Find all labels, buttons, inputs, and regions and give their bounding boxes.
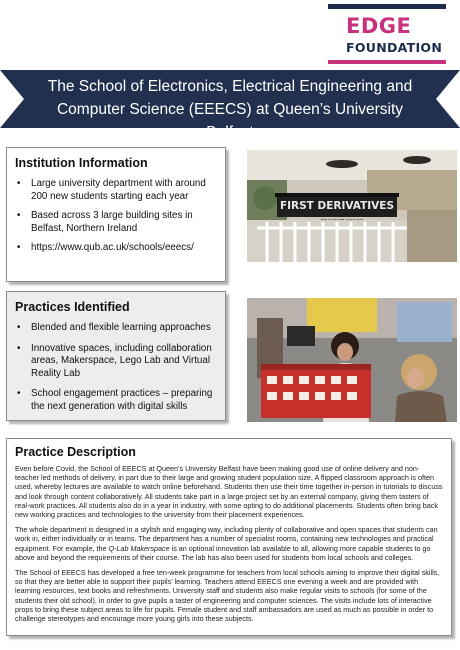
practice-description-box bbox=[6, 438, 452, 636]
list-item: • Innovative spaces, including collaboration areas, Makerspace, Lego Lab and Virtual Reality Lab bbox=[15, 343, 217, 381]
list-item: • School engagement practices – preparing the next generation with digital skills bbox=[15, 388, 217, 413]
sign-text-line1: FIRST DERIVATIVES bbox=[279, 200, 395, 212]
institution-info-box bbox=[6, 147, 226, 282]
list-item: • Blended and flexible learning approaches bbox=[15, 322, 217, 335]
practices-identified-box bbox=[6, 291, 226, 421]
practices-heading: Practices Identified bbox=[15, 300, 130, 314]
list-item: • Large university department with around 200 new students starting each year bbox=[15, 178, 217, 203]
page-title: The School of Electronics, Electrical Engineering and Computer Science (EEECS) at Queen’s University Belfast bbox=[47, 78, 413, 141]
list-item: • Based across 3 large building sites in Belfast, Northern Ireland bbox=[15, 210, 217, 235]
description-paragraph-3: The School of EEECS has developed a free ten-week programme for teachers from local schools aiming to improve their digital skills, so that they are better able to support their pupils’ learning. Teachers attend EEECS one evening a week and are provided with learning resources, text books and refreshments. University staff and students also make regular visits to schools (for some of the students their old school), in order to give pupils a taster of engineering and computer sciences. The visits include lots of interactive props to bring these subject areas to life for pupils. Female student and staff ambassadors are used as much as possible in order to challenge stereotypes and encourage more young girls into these subjects. bbox=[15, 568, 440, 624]
practice-description-heading: Practice Description bbox=[15, 445, 136, 459]
logo-foundation-text: FOUNDATION bbox=[346, 40, 443, 55]
description-paragraph-1: Even before Covid, the School of EEECS at Queen’s University Belfast have been making good use of online delivery and non-teacher led methods of delivery, in part due to their large and growing student population size. A flipped classroom approach is often used, whereby lectures are available to watch online beforehand. Students then use their time together in-person in tutorials to discuss and look through content collaboratively. All students take part in a large project set by an external company, giving them tasters of real-work practices. All students also do in a year in industry, with some opting to do additional placements. Students often bring back new working practices and technologies to the university from their placement experiences. bbox=[15, 464, 443, 520]
logo-stripe-bottom bbox=[328, 60, 446, 64]
logo-edge-text: EDGE bbox=[346, 14, 412, 38]
institution-info-heading: Institution Information bbox=[15, 156, 148, 170]
practices-list bbox=[15, 322, 217, 413]
institution-info-list bbox=[15, 178, 217, 255]
institution-url-link[interactable]: • https://www.qub.ac.uk/schools/eeecs/ bbox=[15, 242, 217, 255]
description-p2-emphasis: Q-Lab Makerspace bbox=[108, 543, 170, 553]
logo-stripe-top bbox=[328, 4, 446, 9]
description-paragraph-2 bbox=[15, 525, 443, 562]
title-banner bbox=[0, 70, 460, 141]
photo-project-space bbox=[247, 150, 457, 262]
description-p2-part-a: The whole department is designed in a stylish and engaging way, including plenty of collaborative and open spaces that students can work in, either individually or in teams. The department has a number of specialist rooms, containing new technologies and practical equipment. For example, the bbox=[15, 525, 438, 553]
edge-foundation-logo bbox=[328, 4, 446, 64]
photo-students-lego bbox=[247, 298, 457, 422]
description-p2-part-b: is an optional innovation lab available to all, allowing more capable students to go above and beyond the requirements of their course. The lab has also been used for students from local schools and colleges. bbox=[15, 543, 431, 562]
